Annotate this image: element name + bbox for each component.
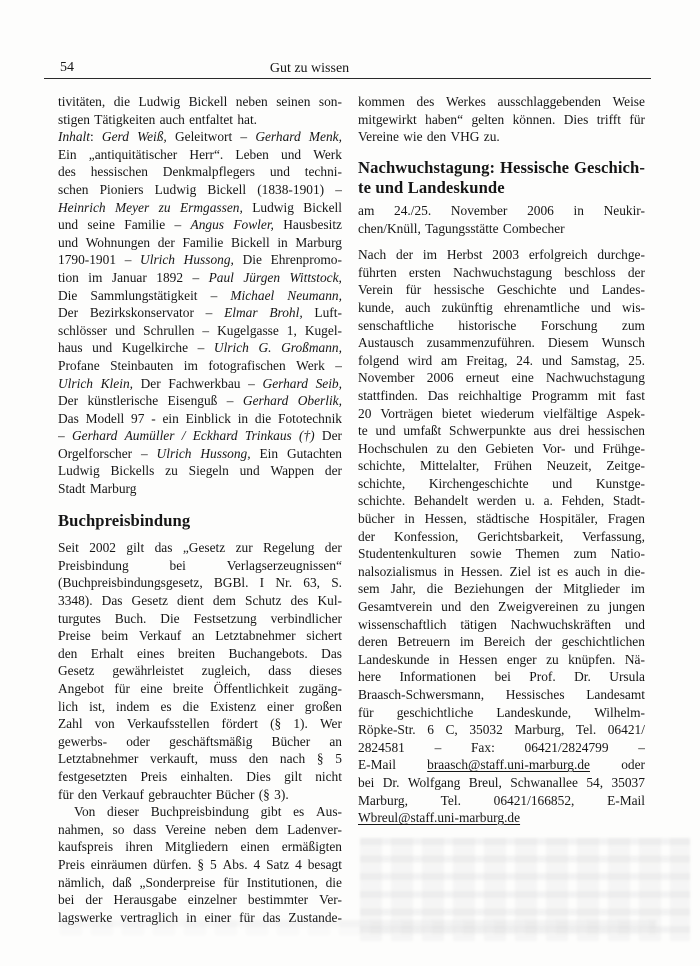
text-line: stattfinden. Das reichhaltige Programm mit fast bbox=[358, 387, 645, 403]
paragraph bbox=[58, 93, 342, 128]
text-line: stigen Tätigkeiten auch entfaltet hat. bbox=[58, 111, 258, 127]
text-line: kaufspreis ihren Mitgliedern einen ermäßigten bbox=[58, 839, 342, 855]
text-line: te und Landeskunde bbox=[358, 178, 505, 198]
text-line: Landeskunde in Hessen enger zu knüpfen. Nä- bbox=[358, 651, 645, 667]
text-line: den Erhalt eines breiten Buchangebots. Das bbox=[58, 645, 342, 661]
text-line: bei Dr. Wolfgang Breul, Schwanallee 54, 35037 bbox=[358, 774, 645, 790]
text-line: Der künstlerische Eisenguß – Gerhard Oberlik, bbox=[58, 393, 342, 409]
text-line: 1790-1901 – Ulrich Hussong, Die Ehrenpromo- bbox=[58, 252, 342, 268]
text-line: schichte. Behandelt werden u. a. Fehden, Stadt- bbox=[358, 493, 645, 509]
text-line: schichte, Mittelalter, Frühen Neuzeit, Zeitge- bbox=[358, 458, 645, 474]
text-line: Röpke-Str. 6 C, 35032 Marburg, Tel. 06421/ bbox=[358, 722, 645, 738]
text-line: Angebot für eine breite Öffentlichkeit zugäng- bbox=[58, 681, 342, 696]
paragraph bbox=[358, 246, 645, 827]
text-line: Buchpreisbindung bbox=[58, 510, 191, 530]
text-line: festgesetzten Preis einhalten. Dies gilt nicht bbox=[58, 768, 342, 784]
paragraph bbox=[58, 803, 342, 926]
text-line: Stadt Marburg bbox=[58, 481, 137, 497]
text-line: Ludwig Bickells zu Siegeln und Wappen der bbox=[58, 463, 342, 479]
text-line: Gesamtverein und den Zweigvereinen zu jungen bbox=[358, 599, 645, 615]
text-line: kunde, auch zukünftig ehrenamtliche und wis- bbox=[358, 299, 645, 315]
text-line: am 24./25. November 2006 in Neukir- bbox=[358, 202, 645, 218]
text-line: Preis einräumen dürfen. § 5 Abs. 4 Satz 4 besagt bbox=[58, 856, 342, 872]
text-line: 20 Vorträgen bietet wiederum vielfältige Aspek- bbox=[358, 405, 645, 421]
text-line: Ein „antiquitätischer Herr“. Leben und Werk bbox=[58, 146, 342, 162]
text-line: Die Sammlungstätigkeit – Michael Neumann, bbox=[58, 287, 342, 303]
text-line: Das Modell 97 - ein Einblick in die Fototechnik bbox=[58, 410, 342, 426]
two-column-text bbox=[58, 93, 645, 926]
text-line: bücher in Hessen, städtische Hospitäler, Fragen bbox=[358, 511, 645, 527]
text-line: nahmen, so dass Vereine neben dem Ladenver- bbox=[58, 821, 342, 837]
text-line: Preisbindung bei Verlagserzeugnissen“ bbox=[58, 557, 342, 573]
right-column bbox=[358, 93, 645, 926]
text-line: turgutes Buch. Die Festsetzung verbindlicher bbox=[58, 610, 342, 626]
text-line: gewerbs- oder geschäftsmäßig Bücher an bbox=[58, 733, 342, 749]
text-line: für den Verkauf gebrauchter Bücher (§ 3). bbox=[58, 786, 289, 802]
text-line: tivitäten, die Ludwig Bickell neben seinen son- bbox=[58, 94, 342, 109]
section-heading bbox=[58, 511, 342, 532]
running-title: Gut zu wissen bbox=[269, 61, 350, 76]
paragraph bbox=[358, 202, 645, 237]
email-address: Wbreul@staff.uni-marburg.de bbox=[358, 810, 521, 826]
text-line: – Gerhard Aumüller / Eckhard Trinkaus (†) Der bbox=[58, 428, 342, 444]
text-line: für geschichtliche Landeskunde, Wilhelm- bbox=[358, 704, 645, 720]
paragraph bbox=[58, 128, 342, 497]
text-line: Vereine wie den VHG zu. bbox=[358, 129, 500, 145]
text-line: nalsozialismus in Hessen. Ziel ist es auch in die- bbox=[358, 563, 645, 579]
text-line: Profane Steinbauten im fotografischen Werk – bbox=[58, 357, 342, 373]
text-line: des hessischen Denkmalpflegers und techni- bbox=[58, 164, 342, 180]
text-line: folgend wird am Freitag, 24. und Samstag, 25. bbox=[358, 352, 645, 368]
text-line: Orgelforscher – Ulrich Hussong, Ein Gutachten bbox=[58, 445, 342, 461]
text-line: sem Jahr, die Beziehungen der Mitglieder im bbox=[358, 581, 645, 597]
text-line: Studentenkulturen sowie Themen zum Natio- bbox=[358, 546, 645, 562]
text-line: Ulrich Klein, Der Fachwerkbau – Gerhard Seib, bbox=[58, 375, 342, 391]
text-line: Hochschulen zu den Gebieten Vor- und Frühge- bbox=[358, 440, 645, 456]
page-content bbox=[58, 60, 645, 926]
text-line: Braasch-Schwersmann, Hessisches Landesamt bbox=[358, 687, 645, 702]
text-line: senschaftliche historische Forschung zum bbox=[358, 317, 645, 333]
text-line: mitgewirkt haben“ gelten können. Dies trifft für bbox=[358, 111, 645, 127]
text-line: Verein für hessische Geschichte und Landes- bbox=[358, 282, 645, 298]
text-line: bei der Herausgabe einzelner bestimmter Ver- bbox=[58, 892, 342, 908]
text-line: (Buchpreisbindungsgesetz, BGBl. I Nr. 63, S. bbox=[58, 575, 342, 591]
text-line: Inhalt: Gerd Weiß, Geleitwort – Gerhard Menk, bbox=[58, 129, 342, 145]
left-column bbox=[58, 93, 342, 926]
page-header bbox=[58, 60, 645, 80]
text-line: lich ist, indem es die Existenz einer großen bbox=[58, 698, 342, 714]
email-address: braasch@staff.uni-marburg.de bbox=[427, 757, 590, 773]
text-line: schlösser und Schrullen – Kugelgasse 1, Kugel- bbox=[58, 322, 342, 338]
text-line bbox=[358, 809, 645, 827]
section-heading bbox=[358, 158, 645, 199]
text-line: schichte, Kirchengeschichte und Kunstge- bbox=[358, 475, 645, 491]
text-line: Der Bezirkskonservator – Elmar Brohl, Luft- bbox=[58, 305, 342, 321]
text-line: Austausch zusammenzuführen. Diesem Wunsch bbox=[358, 335, 645, 351]
text-line: kommen des Werkes ausschlaggebenden Weise bbox=[358, 94, 645, 109]
text-line: führten ersten Nachwuchstagung beschloss der bbox=[358, 264, 645, 280]
text-line: Nach der im Herbst 2003 erfolgreich durchge- bbox=[358, 247, 645, 263]
text-line: Seit 2002 gilt das „Gesetz zur Regelung der bbox=[58, 540, 342, 556]
text-line: 3348). Das Gesetz dient dem Schutz des Kul- bbox=[58, 593, 342, 609]
text-line: 2824581 – Fax: 06421/2824799 – bbox=[358, 739, 645, 755]
text-line: der Konfession, Gerichtsbarkeit, Verfassung, bbox=[358, 528, 645, 544]
text-line: Marburg, Tel. 06421/166852, E-Mail bbox=[358, 792, 645, 808]
text-line: Heinrich Meyer zu Ermgassen, Ludwig Bickell bbox=[58, 199, 342, 215]
text-line: Preise beim Verkauf an Letztabnehmer sichert bbox=[58, 628, 342, 644]
text-line: tion im Januar 1892 – Paul Jürgen Wittstock, bbox=[58, 269, 342, 285]
paragraph bbox=[358, 93, 645, 146]
text-line: Gesetz gewährleistet zugleich, dass dieses bbox=[58, 663, 342, 679]
text-line: wissenschaftlich tätigen Nachwuchskräften und bbox=[358, 616, 645, 632]
text-line: Nachwuchstagung: Hessische Geschich- bbox=[358, 157, 645, 177]
text-line: lagswerke vertraglich in einer für das Zustande- bbox=[58, 909, 342, 925]
text-line: und seine Familie – Angus Fowler, Hausbesitz bbox=[58, 217, 342, 233]
text-line: haus und Kugelkirche – Ulrich G. Großmann, bbox=[58, 340, 342, 356]
paragraph bbox=[58, 539, 342, 803]
header-rule bbox=[44, 78, 651, 79]
text-line: schen Pioniers Ludwig Bickell (1838-1901) – bbox=[58, 181, 342, 197]
text-line: te und umfaßt Schwerpunkte aus drei hessischen bbox=[358, 423, 645, 439]
text-line: nämlich, daß „Sonderpreise für Institutionen, die bbox=[58, 874, 342, 890]
text-line: E-Mail braasch@staff.uni-marburg.de oder bbox=[358, 757, 645, 773]
text-line: Letztabnehmer verkauft, muss den nach § 5 bbox=[58, 751, 342, 767]
text-line: deren Betreuern im Bereich der geschichtlichen bbox=[358, 634, 645, 650]
text-line: Von dieser Buchpreisbindung gibt es Aus- bbox=[74, 804, 342, 820]
text-line: here Informationen bei Prof. Dr. Ursula bbox=[358, 669, 645, 685]
text-line: November 2006 erneut eine Nachwuchstagung bbox=[358, 370, 645, 386]
text-line: und Wohnungen der Familie Bickell in Marburg bbox=[58, 234, 342, 250]
text-line: chen/Knüll, Tagungsstätte Combecher bbox=[358, 220, 565, 236]
text-line: Zahl von Verkaufsstellen fördert (§ 1). Wer bbox=[58, 716, 342, 732]
page-number: 54 bbox=[60, 60, 74, 75]
